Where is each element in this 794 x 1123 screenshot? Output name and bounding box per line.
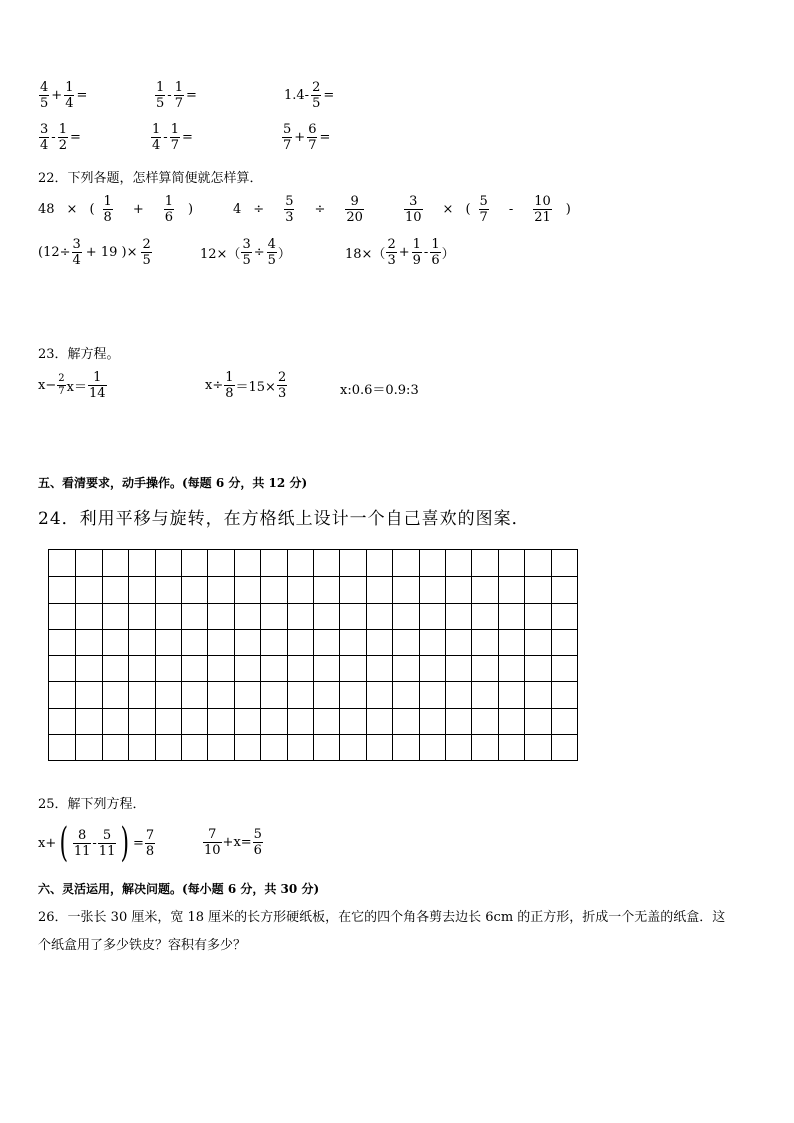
fraction: 5 7 [283,122,292,153]
fraction: 3 4 [72,237,81,268]
grid-paper[interactable] [48,549,578,761]
fraction: 2 5 [312,80,321,111]
fraction: 1 8 [225,370,234,401]
q21-expr-6: 5 7 + 6 7 = [283,122,331,153]
fraction: 1 5 [156,80,165,111]
q22-expr-2: 4 ÷ 5 3 ÷ 9 20 [233,194,363,225]
q21-expr-3: 1.4- 2 5 = [284,80,335,111]
q23-expr-3: x:0.6＝0.9:3 [340,383,419,398]
q23-expr-2: x÷ 1 8 ＝15× 2 3 [205,370,287,401]
fraction: 1 4 [65,80,74,111]
q26-line2: 个纸盒用了多少铁皮？容积有多少？ [38,938,247,953]
q25-expr-2: 7 10 +x= 5 6 [204,827,262,858]
q22-expr-6: 18×（ 2 3 + 1 9 - 1 6 ） [345,237,455,268]
fraction: 2 5 [142,237,151,268]
fraction: 1 2 [58,122,67,153]
q22-expr-3: 3 10 × ( 5 7 - 10 21 ) [405,194,571,225]
fraction: 5 6 [253,827,262,858]
q25-expr-1: x+ ( 8 11 - 5 11 ) = 7 8 [38,820,155,866]
fraction: 1 6 [164,194,173,225]
fraction: 2 3 [277,370,287,401]
q21-expr-1: 4 5 + 1 4 = [40,80,88,111]
fraction: 5 3 [285,194,294,225]
q21-expr-4: 3 4 - 1 2 = [40,122,81,153]
q23-expr-1: x− 2 7 x＝ 1 14 [38,370,106,401]
fraction: 1 9 [412,237,421,268]
q26-line1: 26．一张长 30 厘米，宽 18 厘米的长方形硬纸板，在它的四个角各剪去边长 6cm 的正方形，折成一个无盖的纸盒．这 [38,910,726,925]
q21-expr-5: 1 4 - 1 7 = [152,122,193,153]
fraction: 4 5 [40,80,49,111]
fraction: 10 21 [534,194,551,225]
fraction: 2 7 [58,373,65,397]
q24-title: 24．利用平移与旋转，在方格纸上设计一个自己喜欢的图案． [38,509,530,529]
fraction: 3 5 [242,237,251,268]
q23-title: 23．解方程。 [38,347,120,362]
q25-title: 25．解下列方程． [38,797,146,812]
fraction: 1 4 [152,122,161,153]
fraction: 1 7 [170,122,179,153]
fraction: 7 8 [145,827,155,859]
fraction: 1 14 [88,370,106,401]
q22-title: 22．下列各题，怎样算简便就怎样算． [38,171,263,186]
grid-lines [49,550,577,760]
q21-expr-2: 1 5 - 1 7 = [156,80,197,111]
fraction: 4 5 [267,237,276,268]
section5-title: 五、看清要求，动手操作。(每题 6 分，共 12 分) [38,476,308,490]
q22-expr-4: (12÷ 3 4 + 19 )× 2 5 [38,237,151,268]
fraction: 6 7 [308,122,317,153]
fraction: 5 7 [479,194,488,225]
fraction: 1 8 [103,194,112,225]
fraction: 1 7 [174,80,183,111]
fraction: 7 10 [204,827,221,858]
q22-expr-1: 48 × ( 1 8 + 1 6 ) [38,194,194,225]
fraction: 3 10 [405,194,422,225]
fraction: 9 20 [346,194,363,225]
fraction: 1 6 [431,237,440,268]
fraction: 2 3 [387,237,396,268]
section6-title: 六、灵活运用，解决问题。(每小题 6 分，共 30 分) [38,882,320,896]
fraction: 3 4 [40,122,49,153]
q22-expr-5: 12×（ 3 5 ÷ 4 5 ） [200,237,291,268]
fraction: 5 11 [98,827,116,859]
fraction: 8 11 [73,827,91,859]
